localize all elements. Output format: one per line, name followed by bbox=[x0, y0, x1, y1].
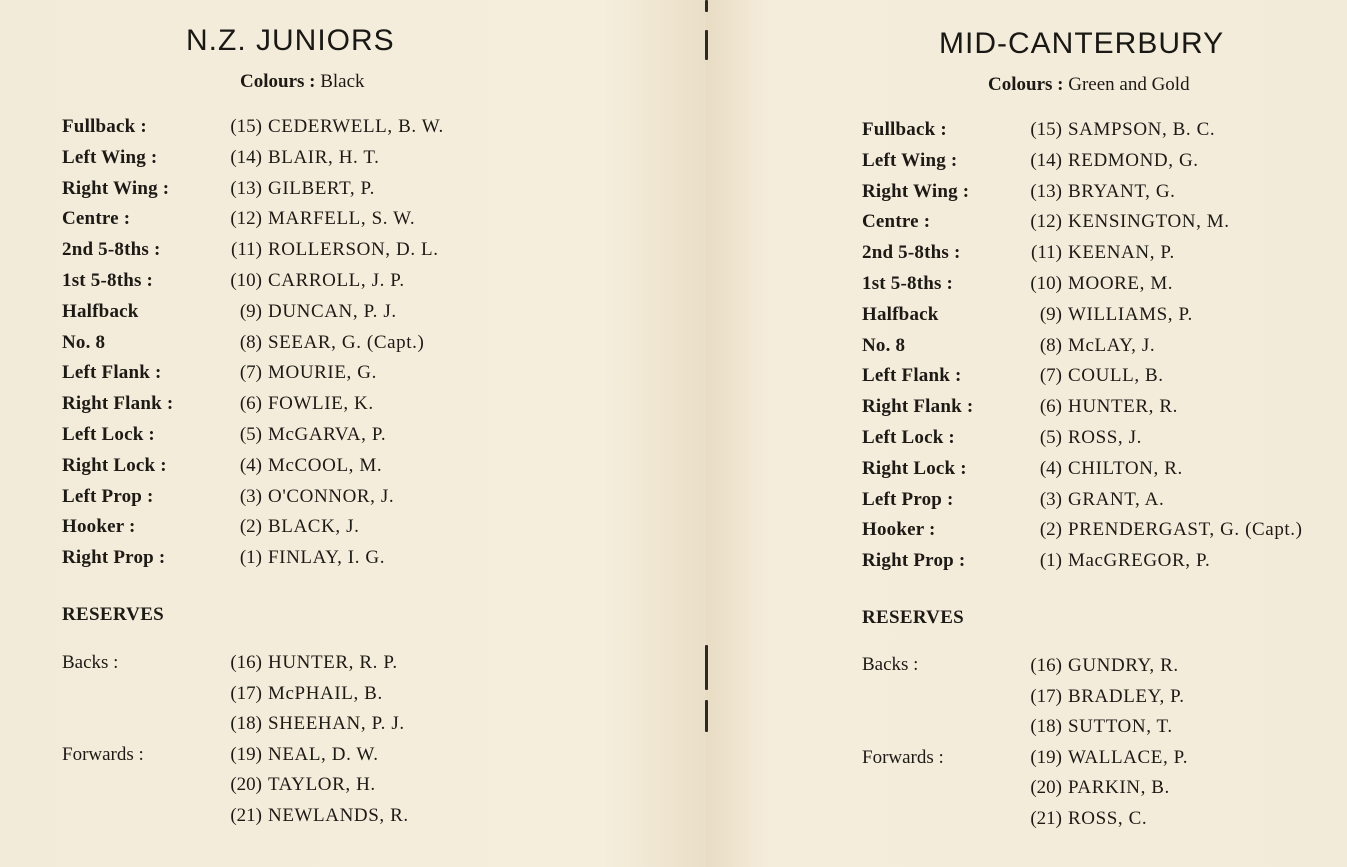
reserves-heading: RESERVES bbox=[862, 607, 965, 628]
player-name: BLACK, J. bbox=[268, 516, 360, 538]
jersey-number: (2) bbox=[239, 516, 262, 538]
position-label: No. 8 bbox=[862, 334, 906, 356]
player-name: SUTTON, T. bbox=[1068, 716, 1173, 738]
jersey-number: (1) bbox=[1039, 550, 1062, 572]
player-name: FOWLIE, K. bbox=[268, 393, 374, 415]
player-name: CHILTON, R. bbox=[1068, 457, 1183, 479]
position-label: Right Prop : bbox=[62, 547, 166, 569]
player-name: BRADLEY, P. bbox=[1068, 685, 1185, 707]
player-name: ROSS, J. bbox=[1068, 427, 1142, 448]
jersey-number: (7) bbox=[1039, 365, 1062, 387]
jersey-number: (13) bbox=[230, 177, 262, 199]
colours-label: Colours : bbox=[988, 74, 1064, 95]
position-label: Fullback : bbox=[62, 116, 147, 137]
position-label: Right Lock : bbox=[862, 457, 967, 479]
reserve-row bbox=[62, 744, 562, 774]
player-name: McPHAIL, B. bbox=[268, 682, 383, 704]
player-name: SEEAR, G. (Capt.) bbox=[268, 331, 425, 353]
position-label: Right Wing : bbox=[62, 177, 170, 199]
forwards-label: Forwards : bbox=[62, 744, 144, 765]
binding-staple bbox=[705, 645, 708, 690]
jersey-number: (16) bbox=[230, 652, 262, 673]
lineup-row bbox=[862, 335, 1347, 365]
team-title-mid-canterbury: MID-CANTERBURY bbox=[939, 27, 1225, 60]
jersey-number: (12) bbox=[230, 208, 262, 230]
position-label: Hooker : bbox=[862, 519, 936, 541]
lineup-row bbox=[62, 116, 662, 146]
team-colours bbox=[240, 71, 365, 93]
jersey-number: (9) bbox=[1039, 303, 1062, 325]
position-label: Right Flank : bbox=[862, 396, 974, 418]
reserve-row bbox=[62, 774, 562, 804]
player-name: MacGREGOR, P. bbox=[1068, 550, 1211, 572]
jersey-number: (18) bbox=[230, 713, 262, 735]
position-label: Left Flank : bbox=[862, 365, 962, 387]
player-name: SAMPSON, B. C. bbox=[1068, 119, 1216, 140]
reserve-row bbox=[862, 777, 1347, 807]
team-title-nz-juniors: N.Z. JUNIORS bbox=[186, 24, 395, 57]
forwards-label: Forwards : bbox=[862, 747, 944, 768]
position-label: Centre : bbox=[862, 211, 931, 233]
backs-label: Backs : bbox=[862, 654, 919, 675]
lineup-row bbox=[862, 304, 1347, 334]
position-label: Left Prop : bbox=[62, 485, 154, 507]
colours-value: Green and Gold bbox=[1068, 74, 1190, 95]
lineup-row bbox=[62, 147, 662, 177]
backs-label: Backs : bbox=[62, 652, 119, 673]
position-label: Halfback bbox=[62, 300, 139, 322]
lineup-row bbox=[862, 181, 1347, 211]
player-name: TAYLOR, H. bbox=[268, 774, 376, 796]
reserve-row bbox=[862, 655, 1347, 685]
jersey-number: (15) bbox=[1030, 119, 1062, 140]
player-name: CEDERWELL, B. W. bbox=[268, 116, 444, 137]
jersey-number: (2) bbox=[1039, 519, 1062, 541]
position-label: Right Wing : bbox=[862, 180, 970, 202]
player-name: BRYANT, G. bbox=[1068, 180, 1176, 202]
lineup-row bbox=[62, 547, 662, 577]
position-label: Left Lock : bbox=[62, 424, 155, 445]
jersey-number: (11) bbox=[231, 239, 262, 261]
lineup-row bbox=[62, 239, 662, 269]
colours-value: Black bbox=[320, 71, 365, 92]
player-name: COULL, B. bbox=[1068, 365, 1164, 387]
jersey-number: (17) bbox=[1030, 685, 1062, 707]
player-name: WILLIAMS, P. bbox=[1068, 303, 1193, 325]
reserve-row bbox=[62, 652, 562, 682]
reserve-row bbox=[62, 805, 562, 835]
jersey-number: (3) bbox=[1039, 488, 1062, 510]
player-name: HUNTER, R. P. bbox=[268, 652, 398, 673]
jersey-number: (17) bbox=[230, 682, 262, 704]
lineup-row bbox=[862, 550, 1347, 580]
jersey-number: (12) bbox=[1030, 211, 1062, 233]
lineup-row bbox=[862, 489, 1347, 519]
player-name: McCOOL, M. bbox=[268, 454, 383, 476]
colours-label: Colours : bbox=[240, 71, 316, 92]
jersey-number: (4) bbox=[239, 454, 262, 476]
reserve-row bbox=[62, 683, 562, 713]
player-name: GRANT, A. bbox=[1068, 488, 1165, 510]
player-name: REDMOND, G. bbox=[1068, 149, 1199, 171]
position-label: Hooker : bbox=[62, 516, 136, 538]
lineup-row bbox=[62, 516, 662, 546]
lineup-row bbox=[62, 486, 662, 516]
jersey-number: (9) bbox=[239, 300, 262, 322]
lineup-row bbox=[62, 270, 662, 300]
player-name: MOURIE, G. bbox=[268, 362, 377, 384]
position-label: 1st 5-8ths : bbox=[62, 270, 154, 291]
position-label: Centre : bbox=[62, 208, 131, 230]
position-label: Right Prop : bbox=[862, 550, 966, 572]
reserves-heading: RESERVES bbox=[62, 604, 165, 625]
lineup-row bbox=[62, 208, 662, 238]
jersey-number: (8) bbox=[239, 331, 262, 353]
lineup-row bbox=[62, 301, 662, 331]
lineup-row bbox=[62, 362, 662, 392]
lineup-row bbox=[862, 519, 1347, 549]
jersey-number: (1) bbox=[239, 547, 262, 569]
jersey-number: (20) bbox=[1030, 777, 1062, 799]
jersey-number: (19) bbox=[1030, 746, 1062, 768]
jersey-number: (18) bbox=[1030, 716, 1062, 738]
position-label: Left Lock : bbox=[862, 427, 955, 448]
player-name: PARKIN, B. bbox=[1068, 777, 1170, 799]
lineup-row bbox=[862, 150, 1347, 180]
player-name: NEWLANDS, R. bbox=[268, 805, 409, 826]
player-name: McGARVA, P. bbox=[268, 424, 387, 445]
lineup-row bbox=[62, 332, 662, 362]
player-name: MARFELL, S. W. bbox=[268, 208, 416, 230]
jersey-number: (11) bbox=[1031, 242, 1062, 264]
jersey-number: (15) bbox=[230, 116, 262, 137]
reserve-row bbox=[862, 747, 1347, 777]
player-name: GUNDRY, R. bbox=[1068, 655, 1179, 676]
player-name: SHEEHAN, P. J. bbox=[268, 713, 405, 735]
jersey-number: (21) bbox=[230, 805, 262, 826]
reserve-row bbox=[862, 686, 1347, 716]
jersey-number: (10) bbox=[230, 270, 262, 291]
jersey-number: (7) bbox=[239, 362, 262, 384]
position-label: Left Wing : bbox=[862, 149, 958, 171]
reserve-row bbox=[62, 713, 562, 743]
position-label: Right Flank : bbox=[62, 393, 174, 415]
binding-staple bbox=[705, 0, 708, 12]
player-name: NEAL, D. W. bbox=[268, 743, 379, 765]
position-label: 2nd 5-8ths : bbox=[62, 239, 161, 261]
jersey-number: (5) bbox=[239, 424, 262, 445]
lineup-row bbox=[862, 273, 1347, 303]
lineup-row bbox=[862, 427, 1347, 457]
player-name: WALLACE, P. bbox=[1068, 746, 1189, 768]
jersey-number: (5) bbox=[1039, 427, 1062, 448]
player-name: GILBERT, P. bbox=[268, 177, 375, 199]
player-name: MOORE, M. bbox=[1068, 273, 1174, 294]
position-label: 2nd 5-8ths : bbox=[862, 242, 961, 264]
lineup-row bbox=[62, 455, 662, 485]
lineup-row bbox=[862, 242, 1347, 272]
lineup-row bbox=[62, 393, 662, 423]
player-name: BLAIR, H. T. bbox=[268, 146, 380, 168]
player-name: KENSINGTON, M. bbox=[1068, 211, 1230, 233]
jersey-number: (21) bbox=[1030, 808, 1062, 829]
position-label: Fullback : bbox=[862, 119, 947, 140]
jersey-number: (14) bbox=[230, 146, 262, 168]
player-name: PRENDERGAST, G. (Capt.) bbox=[1068, 519, 1303, 541]
jersey-number: (14) bbox=[1030, 149, 1062, 171]
lineup-row bbox=[862, 119, 1347, 149]
jersey-number: (6) bbox=[1039, 396, 1062, 418]
lineup-row bbox=[62, 424, 662, 454]
team-colours bbox=[988, 74, 1190, 96]
player-name: ROLLERSON, D. L. bbox=[268, 239, 439, 261]
binding-staple bbox=[705, 30, 708, 60]
position-label: No. 8 bbox=[62, 331, 106, 353]
lineup-row bbox=[862, 396, 1347, 426]
reserve-row bbox=[862, 716, 1347, 746]
jersey-number: (4) bbox=[1039, 457, 1062, 479]
jersey-number: (16) bbox=[1030, 655, 1062, 676]
jersey-number: (8) bbox=[1039, 334, 1062, 356]
player-name: ROSS, C. bbox=[1068, 808, 1148, 829]
lineup-row bbox=[862, 365, 1347, 395]
player-name: DUNCAN, P. J. bbox=[268, 300, 397, 322]
position-label: Left Flank : bbox=[62, 362, 162, 384]
position-label: 1st 5-8ths : bbox=[862, 273, 954, 294]
position-label: Left Prop : bbox=[862, 488, 954, 510]
jersey-number: (10) bbox=[1030, 273, 1062, 294]
jersey-number: (6) bbox=[239, 393, 262, 415]
player-name: FINLAY, I. G. bbox=[268, 547, 386, 569]
position-label: Halfback bbox=[862, 303, 939, 325]
position-label: Right Lock : bbox=[62, 454, 167, 476]
jersey-number: (3) bbox=[239, 485, 262, 507]
jersey-number: (20) bbox=[230, 774, 262, 796]
lineup-row bbox=[862, 458, 1347, 488]
lineup-row bbox=[862, 211, 1347, 241]
position-label: Left Wing : bbox=[62, 146, 158, 168]
binding-staple bbox=[705, 700, 708, 732]
player-name: O'CONNOR, J. bbox=[268, 485, 395, 507]
player-name: CARROLL, J. P. bbox=[268, 270, 405, 291]
jersey-number: (13) bbox=[1030, 180, 1062, 202]
reserve-row bbox=[862, 808, 1347, 838]
player-name: KEENAN, P. bbox=[1068, 242, 1175, 264]
player-name: McLAY, J. bbox=[1068, 334, 1156, 356]
jersey-number: (19) bbox=[230, 743, 262, 765]
lineup-row bbox=[62, 178, 662, 208]
player-name: HUNTER, R. bbox=[1068, 396, 1178, 418]
